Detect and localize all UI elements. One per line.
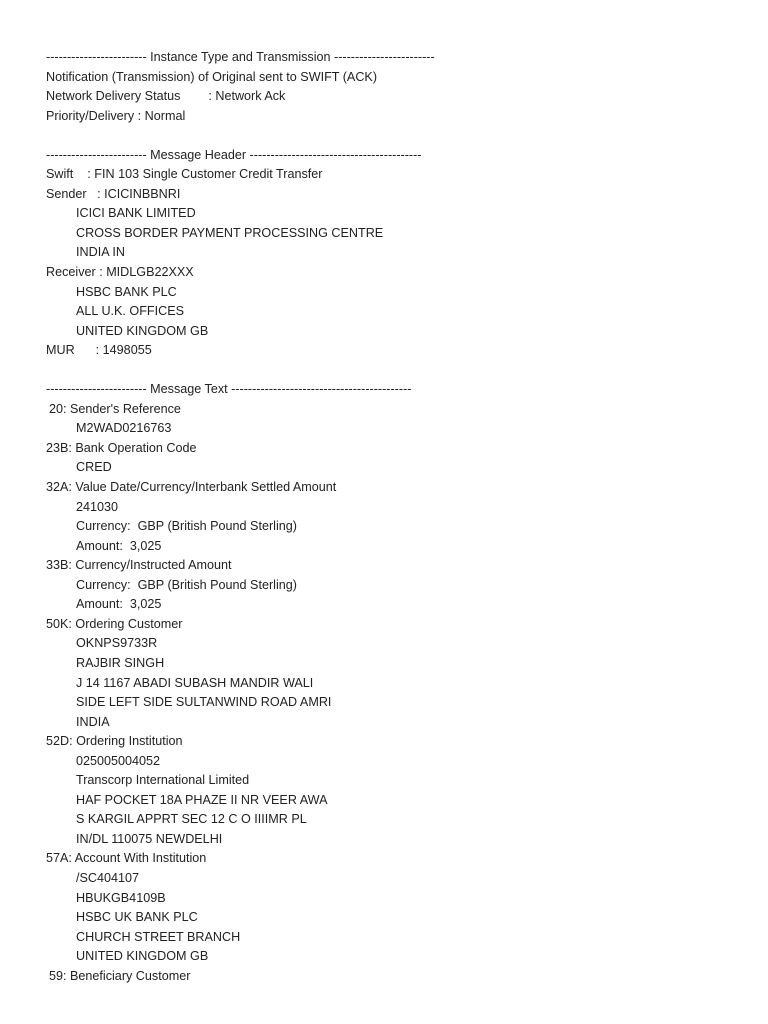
sender-address-line: CROSS BORDER PAYMENT PROCESSING CENTRE bbox=[76, 225, 384, 240]
sender-address-line: INDIA IN bbox=[76, 245, 125, 260]
swift-message-document bbox=[46, 48, 746, 986]
field-33b-currency: Currency: GBP (British Pound Sterling) bbox=[76, 577, 297, 592]
field-32a-amount: Amount: 3,025 bbox=[76, 538, 162, 553]
account-institution-line: UNITED KINGDOM GB bbox=[76, 949, 209, 964]
field-32a-label: 32A: Value Date/Currency/Interbank Settled Amount bbox=[46, 480, 337, 495]
receiver-address-line: HSBC BANK PLC bbox=[76, 284, 177, 299]
transmission-notification: Notification (Transmission) of Original sent to SWIFT (ACK) bbox=[46, 69, 378, 84]
ordering-customer-line: OKNPS9733R bbox=[76, 636, 158, 651]
ordering-institution-line: IN/DL 110075 NEWDELHI bbox=[76, 831, 223, 846]
field-32a-value-date: 241030 bbox=[76, 499, 119, 514]
field-33b-label: 33B: Currency/Instructed Amount bbox=[46, 558, 232, 573]
network-delivery-status: Network Delivery Status : Network Ack bbox=[46, 89, 286, 104]
field-23b-label: 23B: Bank Operation Code bbox=[46, 440, 197, 455]
ordering-institution-line: 025005004052 bbox=[76, 753, 161, 768]
spacer bbox=[46, 361, 746, 381]
field-20-value: M2WAD0216763 bbox=[76, 421, 172, 436]
sender-address-line: ICICI BANK LIMITED bbox=[76, 206, 196, 221]
ordering-customer-line: INDIA bbox=[76, 714, 110, 729]
receiver-address-line: UNITED KINGDOM GB bbox=[76, 323, 209, 338]
spacer bbox=[46, 126, 746, 146]
priority-delivery: Priority/Delivery : Normal bbox=[46, 108, 186, 123]
receiver-bic: Receiver : MIDLGB22XXX bbox=[46, 265, 194, 280]
field-57a-label: 57A: Account With Institution bbox=[46, 851, 207, 866]
field-33b-amount: Amount: 3,025 bbox=[76, 597, 162, 612]
header-section-divider: ------------------------ Message Header ----------------------------------------- bbox=[46, 147, 422, 162]
ordering-institution-line: S KARGIL APPRT SEC 12 C O IIIIMR PL bbox=[76, 812, 307, 827]
field-59-label: 59: Beneficiary Customer bbox=[49, 968, 191, 983]
field-32a-currency: Currency: GBP (British Pound Sterling) bbox=[76, 519, 297, 534]
account-institution-line: HSBC UK BANK PLC bbox=[76, 910, 198, 925]
ordering-customer-line: RAJBIR SINGH bbox=[76, 655, 165, 670]
sender-bic: Sender : ICICINBBNRI bbox=[46, 186, 181, 201]
field-52d-label: 52D: Ordering Institution bbox=[46, 734, 183, 749]
receiver-address-line: ALL U.K. OFFICES bbox=[76, 304, 185, 319]
ordering-customer-line: J 14 1167 ABADI SUBASH MANDIR WALI bbox=[76, 675, 314, 690]
account-institution-line: HBUKGB4109B bbox=[76, 890, 166, 905]
mur-reference: MUR : 1498055 bbox=[46, 343, 152, 358]
ordering-customer-line: SIDE LEFT SIDE SULTANWIND ROAD AMRI bbox=[76, 695, 332, 710]
instance-section-divider: ------------------------ Instance Type and Transmission ------------------------ bbox=[46, 50, 435, 64]
field-50k-label: 50K: Ordering Customer bbox=[46, 616, 183, 631]
ordering-institution-line: HAF POCKET 18A PHAZE II NR VEER AWA bbox=[76, 792, 328, 807]
text-section-divider: ------------------------ Message Text ------------------------------------------- bbox=[46, 382, 412, 397]
field-23b-value: CRED bbox=[76, 460, 112, 475]
account-institution-line: CHURCH STREET BRANCH bbox=[76, 929, 241, 944]
swift-message-type: Swift : FIN 103 Single Customer Credit Transfer bbox=[46, 167, 323, 182]
account-institution-line: /SC404107 bbox=[76, 870, 140, 885]
ordering-institution-line: Transcorp International Limited bbox=[76, 773, 250, 788]
field-20-label: 20: Sender's Reference bbox=[49, 401, 181, 416]
